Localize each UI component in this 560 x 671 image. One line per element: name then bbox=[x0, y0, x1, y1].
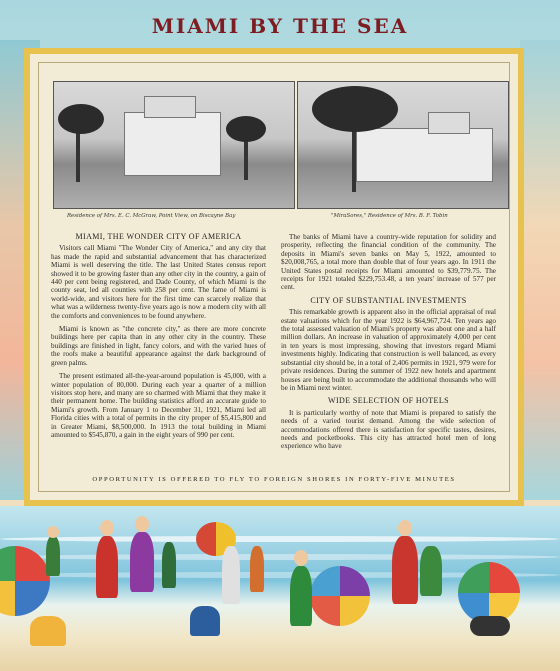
bather-figure bbox=[222, 546, 240, 604]
article-column-right bbox=[281, 233, 496, 456]
bather-head bbox=[398, 520, 412, 536]
article-column-left bbox=[51, 233, 266, 444]
paragraph: This remarkable growth is apparent also in the official appraisal of real estate valuations which for the year 1922 is $64,967,724. Ten years ago the total assessed valuation of Miami's property was about one and a half million dollars. An increase in valuation of approximately 4,000 per cent in ten years is most impressing, showing that investors regard Miami investments highly. Indicating that construction is well balanced, as every substantial city should be, in a total of 2,406 permits in 1921, 979 were for private residences. During the summer of 1922 new hotels and apartment houses are being built to accommodate the additional thousands who will be in Miami next winter. bbox=[281, 308, 496, 392]
wave-line bbox=[0, 536, 560, 542]
section-heading-wonder-city: MIAMI, THE WONDER CITY OF AMERICA bbox=[75, 232, 242, 241]
content-frame bbox=[24, 48, 524, 506]
section-heading-hotels: WIDE SELECTION OF HOTELS bbox=[328, 396, 449, 406]
seated-bather bbox=[190, 606, 220, 636]
bather-figure bbox=[290, 566, 312, 626]
photo-caption-left: Residence of Mrs. E. C. McGraw, Point View, on Biscayne Bay bbox=[67, 213, 236, 219]
villa-shape bbox=[356, 128, 493, 182]
bather-figure bbox=[162, 542, 176, 588]
paragraph: The present estimated all-the-year-around population is 45,000, with a winter population of 80,000. During each year a quarter of a million visitors stop here, and many are so charmed with Miami that they make it their permanent home. The building statistics afford an accurate guide to Miami's growth. From January 1 to December 31, 1921, Miami led all Florida cities with a total of permits in the city proper of $5,415,800 and in Greater Miami, $8,500,000. In 1913 the total building in Miami amounted to $545,870, a gain in the eight years of 990 per cent. bbox=[51, 372, 266, 439]
bather-head bbox=[294, 550, 308, 566]
bather-figure bbox=[250, 546, 264, 592]
photo-caption-right: "MiraSores," Residence of Mrs. B. F. Tobin bbox=[331, 213, 448, 219]
paragraph: It is particularly worthy of note that Miami is prepared to satisfy the needs of a varied tourist demand. Among the wide selection of accommodations offered there is satisfaction for specific tastes, desires, needs and pocketbooks. This city has attracted hotel men of long experience who have bbox=[281, 408, 496, 451]
residence-photo-mcgraw bbox=[53, 81, 295, 209]
beach-illustration bbox=[0, 506, 560, 671]
wave-line bbox=[0, 554, 560, 560]
villa-tower bbox=[428, 112, 470, 134]
bather-head bbox=[100, 520, 114, 536]
section-heading-investments: CITY OF SUBSTANTIAL INVESTMENTS bbox=[310, 295, 467, 305]
banner-tagline: OPPORTUNITY IS OFFERED TO FLY TO FOREIGN SHORES IN FORTY-FIVE MINUTES bbox=[92, 476, 456, 483]
beach-umbrella bbox=[458, 562, 520, 624]
paragraph: The banks of Miami have a country-wide reputation for solidity and prosperity, reflecting the financial condition of the community. The deposits in Miami's seven banks on May 5, 1922, amounted to $20,008,765, a total more than double that of four years ago. In 1911 the United States postal receipts for Miami amounted to $39,779.75. The receipts for 1921 totaled $229,753.48, a ten years' increase of 577 per cent. bbox=[281, 233, 496, 292]
bather-head bbox=[47, 526, 59, 538]
mansion-tower bbox=[144, 96, 196, 118]
palm-fronds bbox=[58, 104, 104, 134]
paragraph: Visitors call Miami "The Wonder City of America," and any city that has made the rapid and substantial advancement that has characterized Miami is well deserving the title. The last United States census report showed it to be growing faster than any other city in the country, a gain of 440 per cent being registered, and Dade County, of which Miami is the county seat, led all counties with 258 per cent. The fame of Miami is world-wide, and visitors here for the first time can scarcely realize that what was a wilderness twenty-five years ago is now a modern city with all the comforts and conveniences to be found anywhere. bbox=[51, 244, 266, 320]
sunset-border-right bbox=[520, 40, 560, 500]
bather-figure bbox=[96, 536, 118, 598]
seated-bather bbox=[30, 616, 66, 646]
reclining-bather bbox=[470, 616, 510, 636]
residence-photo-tobin bbox=[297, 81, 509, 209]
bather-figure bbox=[392, 536, 418, 604]
frame-inner-border bbox=[38, 62, 510, 492]
bather-head bbox=[135, 516, 149, 532]
page-title: MIAMI BY THE SEA bbox=[151, 14, 409, 38]
paragraph: Miami is known as "the concrete city," as there are more concrete buildings here per capita than in any other city in the country. These buildings are finished in light, fancy colors, and with the varied hues of the roofs make a beautiful appearance against the dark background of green palms. bbox=[51, 325, 266, 367]
bather-figure bbox=[420, 546, 442, 596]
palm-fronds bbox=[226, 116, 266, 142]
beach-umbrella bbox=[310, 566, 370, 626]
palm-fronds bbox=[312, 86, 398, 132]
bather-figure bbox=[130, 532, 154, 592]
mansion-shape bbox=[124, 112, 221, 176]
bather-figure bbox=[46, 536, 60, 576]
